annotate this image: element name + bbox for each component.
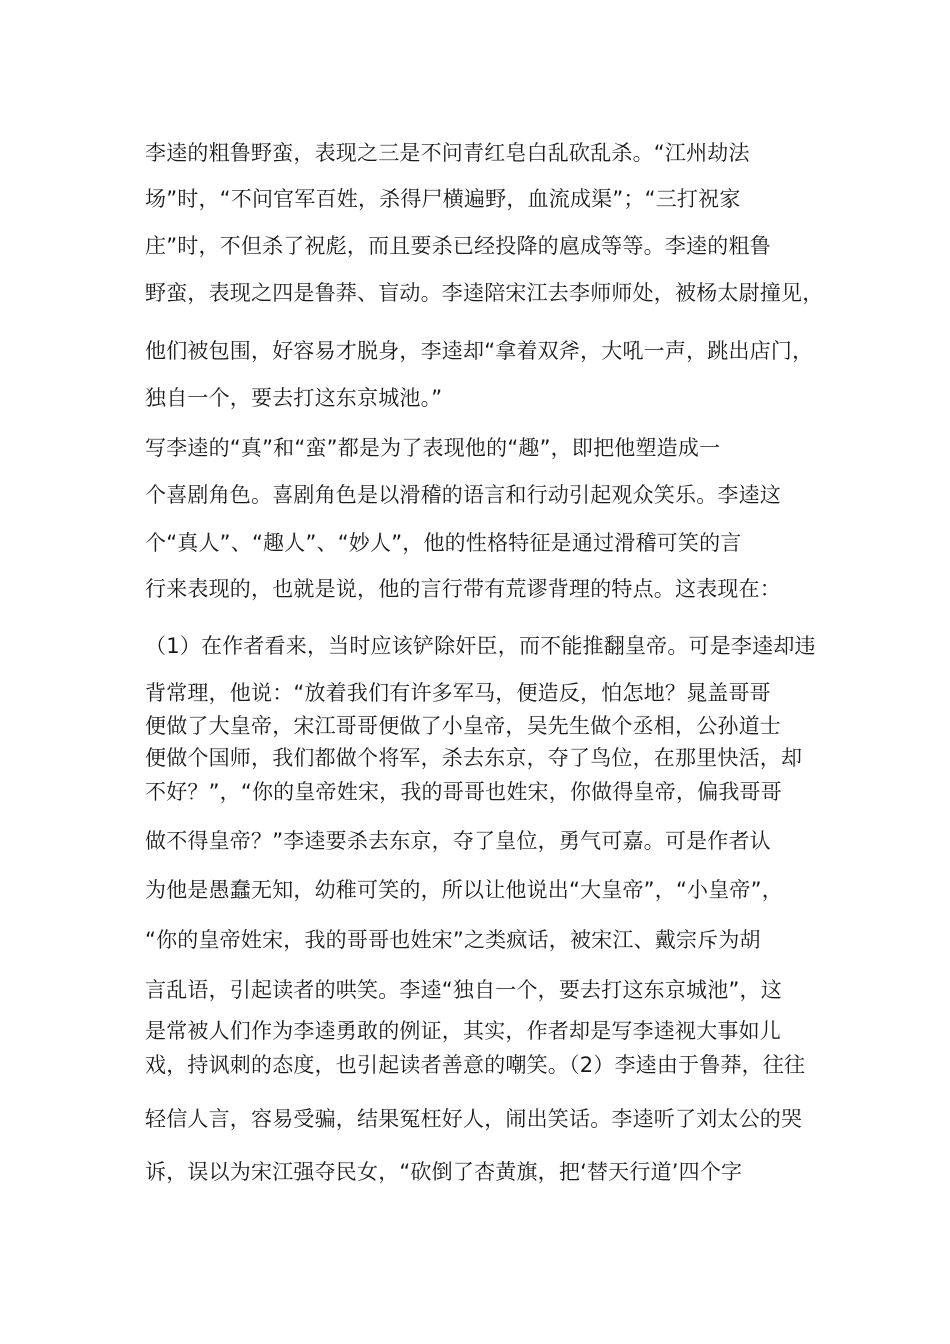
- text-line: （1）在作者看来，当时应该铲除奸臣，而不能推翻皇帝。可是李逵却违: [145, 634, 816, 658]
- text-line: 野蛮，表现之四是鲁莽、盲动。李逵陪宋江去李师师处，被杨太尉撞见，: [145, 281, 824, 305]
- text-line: 戏，持讽刺的态度，也引起读者善意的嘲笑。（2）李逵由于鲁莽，往往: [145, 1053, 806, 1077]
- text-line: “你的皇帝姓宋，我的哥哥也姓宋”之类疯话，被宋江、戴宗斥为胡: [145, 928, 761, 952]
- text-line: 庄”时，不但杀了祝彪，而且要杀已经投降的扈成等等。李逵的粗鲁: [145, 234, 771, 258]
- text-line: 便做了大皇帝，宋江哥哥便做了小皇帝，吴先生做个丞相，公孙道士: [145, 714, 781, 738]
- text-line: 为他是愚蠢无知，幼稚可笑的，所以让他说出“大皇帝”，“小皇帝”，: [145, 878, 783, 902]
- text-line: 轻信人言，容易受骗，结果冤枉好人，闹出笑话。李逵听了刘太公的哭: [145, 1107, 803, 1131]
- text-line: 他们被包围，好容易才脱身，李逵却“拿着双斧，大吼一声，跳出店门，: [145, 339, 814, 363]
- text-line: 背常理，他说：“放着我们有许多军马，便造反，怕怎地？晁盖哥哥: [145, 681, 771, 705]
- text-line: 写李逵的“真”和“蛮”都是为了表现他的“趣”，即把他塑造成一: [145, 436, 721, 460]
- text-line: 言乱语，引起读者的哄笑。李逵“独自一个，要去打这东京城池”，这: [145, 978, 782, 1002]
- text-line: 场”时，“不问官军百姓，杀得尸横遍野，血流成渠”；“三打祝家: [145, 187, 741, 211]
- text-line: 李逵的粗鲁野蛮，表现之三是不问青红皂白乱砍乱杀。“江州劫法: [145, 141, 750, 165]
- text-line: 个喜剧角色。喜剧角色是以滑稽的语言和行动引起观众笑乐。李逵这: [145, 483, 781, 507]
- text-line: 独自一个，要去打这东京城池。”: [145, 386, 443, 410]
- text-line: 诉，误以为宋江强夺民女，“砍倒了杏黄旗，把‘替天行道’四个字: [145, 1160, 743, 1184]
- text-line: 是常被人们作为李逵勇敢的例证，其实，作者却是写李逵视大事如儿: [145, 1019, 781, 1043]
- text-line: 不好？”，“你的皇帝姓宋，我的哥哥也姓宋，你做得皇帝，偏我哥哥: [145, 780, 782, 804]
- text-line: 行来表现的，也就是说，他的言行带有荒谬背理的特点。这表现在：: [145, 577, 781, 601]
- text-line: 做不得皇帝？”李逵要杀去东京，夺了皇位，勇气可嘉。可是作者认: [145, 829, 771, 853]
- text-line: 个“真人”、“趣人”、“妙人”，他的性格特征是通过滑稽可笑的言: [145, 531, 742, 555]
- text-line: 便做个国师，我们都做个将军，杀去东京，夺了鸟位，在那里快活，却: [145, 746, 803, 770]
